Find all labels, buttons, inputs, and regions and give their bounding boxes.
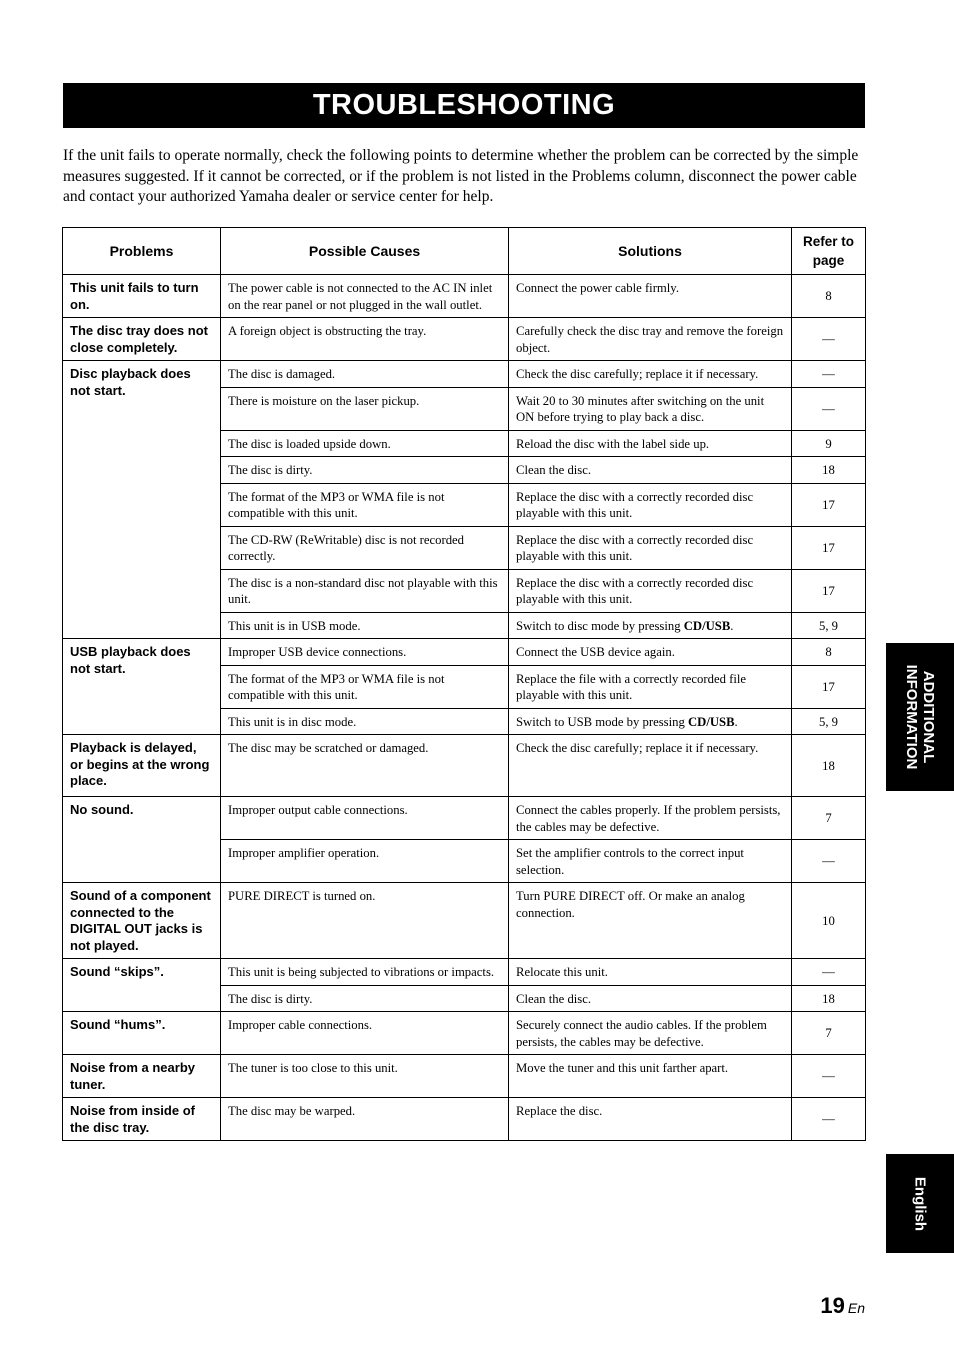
cause-cell: The CD-RW (ReWritable) disc is not recorded correctly. bbox=[221, 526, 509, 569]
cause-cell: A foreign object is obstructing the tray. bbox=[221, 318, 509, 361]
cause-cell: The disc is a non-standard disc not playable with this unit. bbox=[221, 569, 509, 612]
solution-cell: Replace the file with a correctly recorded file playable with this unit. bbox=[509, 665, 792, 708]
table-row bbox=[63, 1012, 866, 1055]
solution-cell: Wait 20 to 30 minutes after switching on the unit ON before trying to play back a disc. bbox=[509, 387, 792, 430]
solution-cell: Check the disc carefully; replace it if necessary. bbox=[509, 361, 792, 388]
table-row bbox=[63, 883, 866, 959]
refer-page-cell: 5, 9 bbox=[792, 612, 866, 639]
problem-cell: USB playback does not start. bbox=[63, 639, 221, 735]
intro-paragraph: If the unit fails to operate normally, check the following points to determine whether the problem can be corrected by the simple measures suggested. If it cannot be corrected, or if the problem is not listed in the Problems column, disconnect the power cable and contact your authorized Yamaha dealer or service center for help. bbox=[63, 147, 859, 205]
problem-cell: Sound “hums”. bbox=[63, 1012, 221, 1055]
solution-cell: Turn PURE DIRECT off. Or make an analog connection. bbox=[509, 883, 792, 959]
refer-page-cell: 5, 9 bbox=[792, 708, 866, 735]
solution-cell: Replace the disc. bbox=[509, 1098, 792, 1141]
solution-cell: Move the tuner and this unit farther apart. bbox=[509, 1055, 792, 1098]
cause-cell: There is moisture on the laser pickup. bbox=[221, 387, 509, 430]
refer-page-cell: 10 bbox=[792, 883, 866, 959]
table-body bbox=[63, 275, 866, 1141]
header-possible-causes: Possible Causes bbox=[221, 228, 509, 275]
side-tab-english-label: English bbox=[911, 1176, 929, 1231]
cause-cell: The disc is dirty. bbox=[221, 457, 509, 484]
solution-cell: Replace the disc with a correctly recorded disc playable with this unit. bbox=[509, 483, 792, 526]
cause-cell: The format of the MP3 or WMA file is not compatible with this unit. bbox=[221, 483, 509, 526]
problem-cell: Noise from a nearby tuner. bbox=[63, 1055, 221, 1098]
side-tab-label-line2: INFORMATION bbox=[903, 664, 920, 770]
solution-text: Switch to disc mode by pressing bbox=[516, 618, 684, 633]
solution-text-end: . bbox=[730, 618, 734, 633]
refer-page-cell: — bbox=[792, 840, 866, 883]
problem-cell: Sound “skips”. bbox=[63, 959, 221, 1012]
refer-page-cell: 7 bbox=[792, 1012, 866, 1055]
side-tab-additional-information bbox=[886, 643, 954, 791]
solution-cell: Connect the power cable firmly. bbox=[509, 275, 792, 318]
solution-cell: Check the disc carefully; replace it if necessary. bbox=[509, 735, 792, 797]
solution-cell: Replace the disc with a correctly recorded disc playable with this unit. bbox=[509, 569, 792, 612]
table-header-row bbox=[63, 228, 866, 275]
solution-cell: Replace the disc with a correctly recorded disc playable with this unit. bbox=[509, 526, 792, 569]
cause-cell: The disc is damaged. bbox=[221, 361, 509, 388]
problem-cell: Disc playback does not start. bbox=[63, 361, 221, 639]
header-solutions: Solutions bbox=[509, 228, 792, 275]
button-name-cd-usb: CD/USB bbox=[688, 714, 735, 729]
refer-page-cell: 8 bbox=[792, 639, 866, 666]
header-refer-to-page: Refer to page bbox=[792, 228, 866, 275]
page-number-value: 19 bbox=[820, 1293, 845, 1318]
solution-cell: Securely connect the audio cables. If the problem persists, the cables may be defective. bbox=[509, 1012, 792, 1055]
solution-cell: Reload the disc with the label side up. bbox=[509, 430, 792, 457]
refer-page-cell: 17 bbox=[792, 526, 866, 569]
refer-page-cell: — bbox=[792, 1098, 866, 1141]
solution-cell: Clean the disc. bbox=[509, 457, 792, 484]
button-name-cd-usb: CD/USB bbox=[683, 618, 731, 633]
refer-page-cell: 17 bbox=[792, 569, 866, 612]
problem-cell: Noise from inside of the disc tray. bbox=[63, 1098, 221, 1141]
table-row bbox=[63, 735, 866, 797]
header-problems: Problems bbox=[63, 228, 221, 275]
problem-cell: Sound of a component connected to the DIGITAL OUT jacks is not played. bbox=[63, 883, 221, 959]
cause-cell: The disc is loaded upside down. bbox=[221, 430, 509, 457]
solution-cell bbox=[509, 708, 792, 735]
table-row bbox=[63, 1055, 866, 1098]
solution-cell: Relocate this unit. bbox=[509, 959, 792, 986]
solution-cell: Connect the USB device again. bbox=[509, 639, 792, 666]
problem-cell: No sound. bbox=[63, 797, 221, 883]
cause-cell: PURE DIRECT is turned on. bbox=[221, 883, 509, 959]
solution-cell: Carefully check the disc tray and remove the foreign object. bbox=[509, 318, 792, 361]
refer-page-cell: — bbox=[792, 959, 866, 986]
solution-cell bbox=[509, 612, 792, 639]
refer-page-cell: 7 bbox=[792, 797, 866, 840]
solution-cell: Connect the cables properly. If the problem persists, the cables may be defective. bbox=[509, 797, 792, 840]
cause-cell: Improper USB device connections. bbox=[221, 639, 509, 666]
table-row bbox=[63, 797, 866, 840]
cause-cell: Improper output cable connections. bbox=[221, 797, 509, 840]
table-row bbox=[63, 361, 866, 388]
page-language: En bbox=[847, 1300, 865, 1316]
solution-cell: Clean the disc. bbox=[509, 985, 792, 1012]
refer-page-cell: 8 bbox=[792, 275, 866, 318]
refer-page-cell: — bbox=[792, 387, 866, 430]
problem-cell: The disc tray does not close completely. bbox=[63, 318, 221, 361]
problem-cell: This unit fails to turn on. bbox=[63, 275, 221, 318]
table-row bbox=[63, 318, 866, 361]
cause-cell: Improper amplifier operation. bbox=[221, 840, 509, 883]
refer-page-cell: 18 bbox=[792, 985, 866, 1012]
solution-cell: Set the amplifier controls to the correct input selection. bbox=[509, 840, 792, 883]
solution-text-end: . bbox=[734, 714, 738, 729]
side-tab-label-line1: ADDITIONAL bbox=[920, 670, 937, 764]
table-row bbox=[63, 1098, 866, 1141]
refer-page-cell: — bbox=[792, 361, 866, 388]
page-title: TROUBLESHOOTING bbox=[63, 83, 865, 128]
table-row bbox=[63, 639, 866, 666]
cause-cell: This unit is being subjected to vibrations or impacts. bbox=[221, 959, 509, 986]
cause-cell: This unit is in USB mode. bbox=[221, 612, 509, 639]
cause-cell: This unit is in disc mode. bbox=[221, 708, 509, 735]
refer-page-cell: 9 bbox=[792, 430, 866, 457]
cause-cell: The tuner is too close to this unit. bbox=[221, 1055, 509, 1098]
refer-page-cell: — bbox=[792, 318, 866, 361]
cause-cell: The disc is dirty. bbox=[221, 985, 509, 1012]
refer-page-cell: 18 bbox=[792, 735, 866, 797]
cause-cell: The format of the MP3 or WMA file is not compatible with this unit. bbox=[221, 665, 509, 708]
refer-page-cell: — bbox=[792, 1055, 866, 1098]
cause-cell: Improper cable connections. bbox=[221, 1012, 509, 1055]
side-tab-english bbox=[886, 1154, 954, 1253]
cause-cell: The disc may be scratched or damaged. bbox=[221, 735, 509, 797]
troubleshooting-table bbox=[62, 227, 866, 1141]
table-row bbox=[63, 275, 866, 318]
page-number bbox=[820, 1293, 865, 1319]
problem-cell: Playback is delayed, or begins at the wrong place. bbox=[63, 735, 221, 797]
cause-cell: The power cable is not connected to the AC IN inlet on the rear panel or not plugged in the wall outlet. bbox=[221, 275, 509, 318]
refer-page-cell: 17 bbox=[792, 483, 866, 526]
table-row bbox=[63, 959, 866, 986]
refer-page-cell: 17 bbox=[792, 665, 866, 708]
cause-cell: The disc may be warped. bbox=[221, 1098, 509, 1141]
refer-page-cell: 18 bbox=[792, 457, 866, 484]
solution-text: Switch to USB mode by pressing bbox=[516, 714, 688, 729]
